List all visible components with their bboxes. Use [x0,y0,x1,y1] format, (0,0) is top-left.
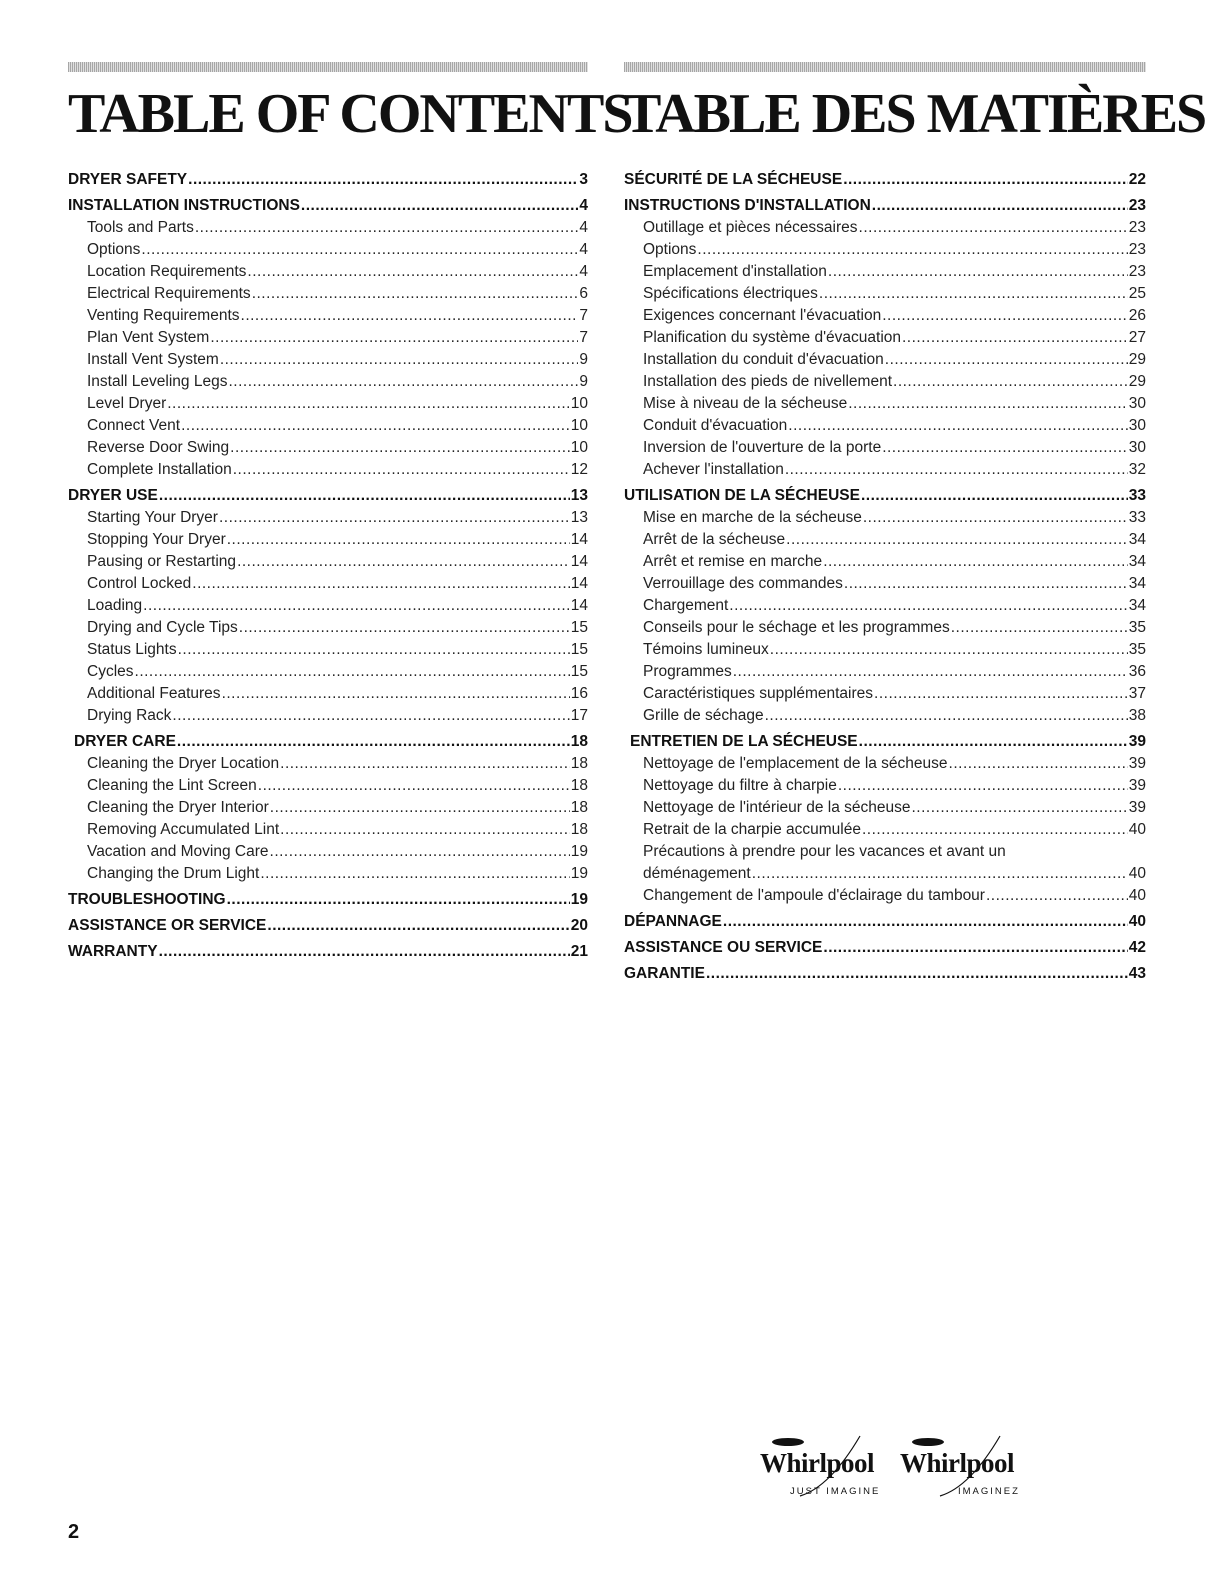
dot-leader [882,437,1128,459]
toc-entry-label: Cleaning the Dryer Location [87,755,280,772]
toc-entry-label: Changing the Drum Light [87,865,260,882]
page-number: 2 [68,1521,80,1543]
toc-entry-label: Exigences concernant l'évacuation [643,307,882,324]
toc-entry-page: 4 [579,197,588,214]
toc-entry-page: 10 [570,417,588,434]
toc-section-entry [624,194,1146,217]
toc-subsection-entry [624,819,1146,841]
toc-entry-label: Loading [87,597,143,614]
dot-leader [843,168,1128,191]
toc-section-entry [68,914,588,937]
toc-entry-label: Conseils pour le séchage et les programmes [643,619,950,636]
toc-subsection-entry [624,841,1146,863]
toc-subsection-entry [68,639,588,661]
toc-entry-page: 17 [570,707,588,724]
toc-entry-page: 23 [1128,197,1146,214]
toc-entry-label: Retrait de la charpie accumulée [643,821,861,838]
top-rule [624,62,1146,72]
dot-leader [241,305,579,327]
toc-entry-label: Options [87,241,141,258]
dot-leader [195,217,579,239]
toc-subsection-entry [68,753,588,775]
toc-entry-label: TROUBLESHOOTING [68,891,226,908]
toc-entry-label: Venting Requirements [87,307,240,324]
toc-entry-label: Cycles [87,663,134,680]
toc-entry-label: Install Vent System [87,351,219,368]
toc-entry-label: Drying and Cycle Tips [87,619,238,636]
toc-entry-page: 37 [1128,685,1146,702]
brand-tagline: JUST IMAGINE [790,1486,881,1497]
toc-entry-page: 32 [1128,461,1146,478]
toc-entry-label: Electrical Requirements [87,285,251,302]
toc-entry-label: déménagement [643,865,751,882]
toc-subsection-entry [624,415,1146,437]
toc-subsection-entry [68,551,588,573]
toc-entry-page: 14 [570,575,588,592]
toc-subsection-entry [624,595,1146,617]
toc-entry-label: Chargement [643,597,729,614]
toc-entry-label: Planification du système d'évacuation [643,329,901,346]
dot-leader [192,573,569,595]
toc-entry-label: Install Leveling Legs [87,373,228,390]
brand-name: Whirlpool [900,1448,1015,1478]
toc-subsection-entry [68,305,588,327]
toc-subsection-entry [624,371,1146,393]
toc-subsection-entry [68,459,588,481]
toc-entry-page: 18 [570,777,588,794]
dot-leader [874,683,1128,705]
toc-entry-label: Starting Your Dryer [87,509,218,526]
toc-entry-label: ENTRETIEN DE LA SÉCHEUSE [630,733,858,750]
dot-leader [301,194,578,217]
toc-section-entry [624,168,1146,191]
dot-leader [729,595,1127,617]
toc-entry-label: INSTALLATION INSTRUCTIONS [68,197,300,214]
toc-entry-page: 6 [579,285,588,302]
toc-subsection-entry [624,529,1146,551]
toc-entry-page: 30 [1128,395,1146,412]
top-rule [68,62,588,72]
dot-leader [233,459,570,481]
toc-entry-label: Nettoyage du filtre à charpie [643,777,837,794]
toc-subsection-entry [624,283,1146,305]
toc-entry-page: 9 [579,373,588,390]
toc-subsection-entry [624,507,1146,529]
toc-entry-page: 14 [570,597,588,614]
toc-entry-page: 40 [1128,887,1146,904]
toc-subsection-entry [68,261,588,283]
toc-entry-page: 21 [570,943,588,960]
toc-entry-label: Tools and Parts [87,219,194,236]
toc-subsection-entry [624,775,1146,797]
dot-leader [788,415,1127,437]
toc-entry-page: 39 [1128,755,1146,772]
toc-entry-label: Connect Vent [87,417,181,434]
toc-subsection-entry [68,529,588,551]
toc-section-entry [68,168,588,191]
toc-subsection-entry [68,595,588,617]
toc-subsection-entry [624,797,1146,819]
toc-entry-page: 14 [570,553,588,570]
toc-entry-label: Level Dryer [87,395,167,412]
dot-leader [733,661,1128,683]
toc-entry-label: Conduit d'évacuation [643,417,788,434]
dot-leader [770,639,1128,661]
toc-subsection-entry [624,239,1146,261]
dot-leader [228,371,578,393]
toc-entry-page: 40 [1128,913,1146,930]
toc-entry-label: Spécifications électriques [643,285,818,302]
toc-entry-page: 18 [570,733,588,750]
toc-entry-label: Nettoyage de l'intérieur de la sécheuse [643,799,911,816]
dot-leader [752,863,1128,885]
dot-leader [210,327,578,349]
toc-subsection-entry [68,349,588,371]
toc-subsection-entry [624,705,1146,727]
toc-entry-page: 10 [570,439,588,456]
toc-entry-label: Installation du conduit d'évacuation [643,351,884,368]
dot-leader [227,529,570,551]
toc-entry-label: Drying Rack [87,707,172,724]
dot-leader [862,819,1128,841]
toc-subsection-entry [624,349,1146,371]
toc-section-entry [624,484,1146,507]
toc-entry-page: 34 [1128,553,1146,570]
dot-leader [237,551,570,573]
dot-leader [280,819,570,841]
toc-subsection-entry [624,863,1146,885]
toc-subsection-entry [624,393,1146,415]
french-toc-column [624,62,1206,985]
toc-entry-page: 14 [570,531,588,548]
toc-subsection-entry [68,775,588,797]
toc-entry-page: 39 [1128,799,1146,816]
dot-leader [247,261,578,283]
toc-entry-label: Additional Features [87,685,221,702]
toc-entry-page: 34 [1128,597,1146,614]
toc-entry-label: UTILISATION DE LA SÉCHEUSE [624,487,860,504]
toc-entry-label: Control Locked [87,575,192,592]
toc-entry-label: Arrêt et remise en marche [643,553,823,570]
toc-entry-page: 33 [1128,509,1146,526]
toc-entry-label: Mise en marche de la sécheuse [643,509,862,526]
toc-entry-page: 13 [570,487,588,504]
toc-entry-label: Status Lights [87,641,177,658]
toc-subsection-entry [68,415,588,437]
toc-subsection-entry [624,639,1146,661]
toc-subsection-entry [68,683,588,705]
toc-entry-label: Cleaning the Dryer Interior [87,799,269,816]
toc-subsection-entry [624,573,1146,595]
toc-entry-label: Programmes [643,663,732,680]
toc-entry-page: 23 [1128,219,1146,236]
toc-entry-page: 18 [570,799,588,816]
toc-entry-page: 18 [570,821,588,838]
dot-leader [697,239,1127,261]
toc-subsection-entry [624,885,1146,907]
toc-entry-label: Caractéristiques supplémentaires [643,685,874,702]
toc-entry-label: Inversion de l'ouverture de la porte [643,439,882,456]
toc-entry-label: DRYER SAFETY [68,171,188,188]
toc-entry-page: 4 [579,241,588,258]
toc-entry-label: Emplacement d'installation [643,263,827,280]
page-title: TABLE DES MATIÈRES [624,83,1206,145]
toc-entry-label: GARANTIE [624,965,705,982]
dot-leader [902,327,1128,349]
toc-entry-page: 23 [1128,263,1146,280]
toc-subsection-entry [624,437,1146,459]
dot-leader [949,753,1128,775]
toc-section-entry [624,962,1146,985]
toc-entry-page: 19 [570,843,588,860]
dot-leader [167,393,570,415]
toc-entry-label: Stopping Your Dryer [87,531,226,548]
dot-leader [141,239,578,261]
toc-section-entry [68,888,588,911]
toc-entry-label: Location Requirements [87,263,247,280]
toc-subsection-entry [624,217,1146,239]
dot-leader [893,371,1128,393]
toc-subsection-entry [68,217,588,239]
toc-entry-label: DÉPANNAGE [624,913,722,930]
toc-entry-label: SÉCURITÉ DE LA SÉCHEUSE [624,171,843,188]
toc-entry-label: Pausing or Restarting [87,553,237,570]
toc-entry-page: 42 [1128,939,1146,956]
toc-entry-page: 13 [570,509,588,526]
toc-entry-page: 20 [570,917,588,934]
toc-subsection-entry [624,661,1146,683]
dot-leader [786,529,1128,551]
toc-entry-page: 15 [570,663,588,680]
toc-entry-page: 36 [1128,663,1146,680]
toc-entry-label: Reverse Door Swing [87,439,230,456]
toc-entry-page: 40 [1128,865,1146,882]
dot-leader [280,753,570,775]
toc-entry-label: Témoins lumineux [643,641,769,658]
dot-leader [838,775,1128,797]
toc-entry-label: Grille de séchage [643,707,764,724]
toc-entry-page: 19 [570,865,588,882]
dot-leader [885,349,1128,371]
toc-subsection-entry [624,617,1146,639]
toc-subsection-entry [68,371,588,393]
toc-entry-label: ASSISTANCE OU SERVICE [624,939,823,956]
dot-leader [143,595,570,617]
toc-entry-page: 9 [579,351,588,368]
toc-entry-page: 39 [1128,733,1146,750]
dot-leader [951,617,1128,639]
page-title: TABLE OF CONTENTS [68,83,632,145]
dot-leader [819,283,1128,305]
toc-subsection-entry [624,459,1146,481]
toc-entry-page: 15 [570,619,588,636]
toc-subsection-entry [68,283,588,305]
dot-leader [270,841,570,863]
toc-subsection-entry [68,239,588,261]
dot-leader [823,936,1127,959]
toc-entry-page: 40 [1128,821,1146,838]
toc-subsection-entry [68,863,588,885]
toc-entry-label: WARRANTY [68,943,158,960]
dot-leader [267,914,569,937]
toc-entry-page: 7 [579,307,588,324]
toc-subsection-entry [68,437,588,459]
toc-entry-label: DRYER CARE [74,733,176,750]
english-toc-column [68,62,632,963]
toc-subsection-entry [68,393,588,415]
toc-subsection-entry [68,617,588,639]
toc-section-entry [68,940,588,963]
toc-entry-label: Mise à niveau de la sécheuse [643,395,848,412]
dot-leader [172,705,569,727]
toc-subsection-entry [68,661,588,683]
dot-leader [872,194,1128,217]
toc-entry-page: 38 [1128,707,1146,724]
toc-entry-page: 29 [1128,373,1146,390]
toc-entry-page: 35 [1128,641,1146,658]
toc-entry-label: Changement de l'ampoule d'éclairage du tambour [643,887,985,904]
toc-entry-page: 10 [570,395,588,412]
dot-leader [219,507,570,529]
toc-entry-label: Achever l'installation [643,461,784,478]
toc-entry-page: 12 [570,461,588,478]
toc-entry-page: 35 [1128,619,1146,636]
toc-entry-label: ASSISTANCE OR SERVICE [68,917,267,934]
toc-entry-label: DRYER USE [68,487,158,504]
dot-leader [159,940,570,963]
toc-entry-page: 15 [570,641,588,658]
toc-entry-page: 4 [579,263,588,280]
toc-entry-label: Options [643,241,697,258]
toc-section-entry [68,194,588,217]
toc-entry-page: 23 [1128,241,1146,258]
toc-entry-page: 29 [1128,351,1146,368]
toc-section-entry [68,484,588,507]
toc-subsection-entry [68,327,588,349]
toc-subsection-entry [624,551,1146,573]
toc-entry-page: 18 [570,755,588,772]
toc-section-entry [624,910,1146,933]
dot-leader [178,639,570,661]
dot-leader [848,393,1128,415]
dot-leader [823,551,1128,573]
toc-entry-label: Removing Accumulated Lint [87,821,280,838]
dot-leader [765,705,1128,727]
dot-leader [181,415,570,437]
toc-subsection-entry [68,797,588,819]
toc-entry-label: Verrouillage des commandes [643,575,843,592]
dot-leader [222,683,570,705]
dot-leader [227,888,570,911]
dot-leader [260,863,569,885]
toc-subsection-entry [624,261,1146,283]
toc-subsection-entry [624,305,1146,327]
toc-entry-label: Complete Installation [87,461,232,478]
dot-leader [706,962,1128,985]
dot-leader [844,573,1128,595]
dot-leader [863,507,1128,529]
toc-entry-page: 22 [1128,171,1146,188]
dot-leader [861,484,1128,507]
toc-entry-label: Arrêt de la sécheuse [643,531,786,548]
toc-entry-page: 19 [570,891,588,908]
toc-entry-page: 30 [1128,417,1146,434]
dot-leader [230,437,570,459]
dot-leader [258,775,570,797]
toc-section-entry [68,730,588,753]
toc-entry-page: 4 [579,219,588,236]
toc-entry-page: 33 [1128,487,1146,504]
toc-entry-label: Cleaning the Lint Screen [87,777,257,794]
toc-list [68,168,588,963]
toc-subsection-entry [624,753,1146,775]
toc-entry-page: 26 [1128,307,1146,324]
dot-leader [785,459,1128,481]
toc-entry-label: Nettoyage de l'emplacement de la sécheuse [643,755,948,772]
dot-leader [859,730,1128,753]
toc-entry-label: Vacation and Moving Care [87,843,269,860]
dot-leader [135,661,570,683]
dot-leader [239,617,570,639]
toc-entry-page: 34 [1128,575,1146,592]
toc-entry-label: Outillage et pièces nécessaires [643,219,858,236]
dot-leader [270,797,570,819]
toc-entry-page: 3 [579,171,588,188]
toc-subsection-entry [68,573,588,595]
toc-entry-page: 25 [1128,285,1146,302]
toc-entry-page: 39 [1128,777,1146,794]
dot-leader [859,217,1128,239]
toc-entry-label: Précautions à prendre pour les vacances et avant un [643,843,1006,860]
dot-leader [912,797,1128,819]
dot-leader [177,730,570,753]
brand-name: Whirlpool [760,1448,875,1478]
toc-subsection-entry [68,841,588,863]
toc-subsection-entry [68,705,588,727]
dot-leader [828,261,1128,283]
dot-leader [188,168,578,191]
toc-subsection-entry [624,683,1146,705]
toc-entry-page: 34 [1128,531,1146,548]
dot-leader [220,349,579,371]
dot-leader [882,305,1128,327]
toc-subsection-entry [624,327,1146,349]
brand-tagline: IMAGINEZ [958,1486,1020,1497]
toc-section-entry [624,730,1146,753]
toc-list [624,168,1146,985]
toc-section-entry [624,936,1146,959]
toc-subsection-entry [68,507,588,529]
dot-leader [723,910,1128,933]
toc-entry-label: INSTRUCTIONS D'INSTALLATION [624,197,871,214]
dot-leader [159,484,570,507]
toc-entry-page: 7 [579,329,588,346]
dot-leader [986,885,1128,907]
toc-entry-page: 27 [1128,329,1146,346]
toc-entry-label: Installation des pieds de nivellement [643,373,893,390]
toc-entry-page: 30 [1128,439,1146,456]
toc-entry-page: 43 [1128,965,1146,982]
toc-entry-label: Plan Vent System [87,329,210,346]
toc-entry-page: 16 [570,685,588,702]
toc-subsection-entry [68,819,588,841]
dot-leader [252,283,579,305]
